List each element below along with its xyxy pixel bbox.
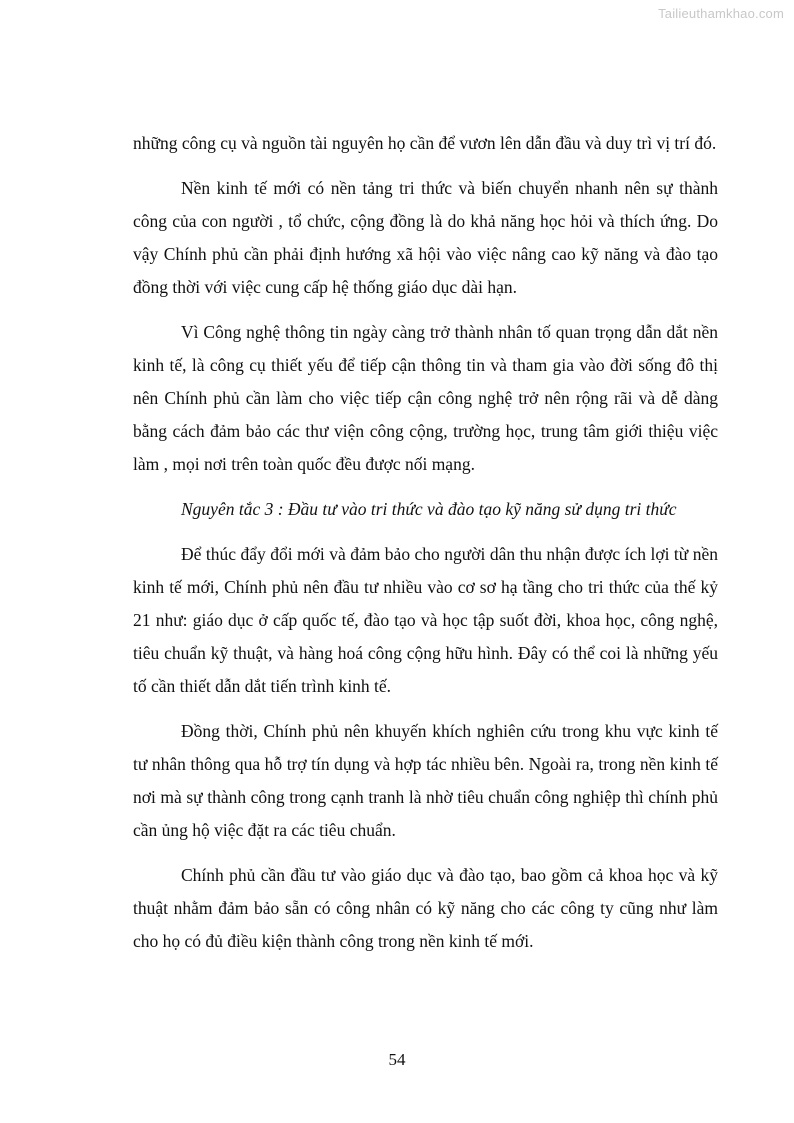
paragraph-knowledge-economy: Nền kinh tế mới có nền tảng tri thức và biến chuyển nhanh nên sự thành công của con người , tổ chức, cộng đồng là do khả năng học hỏi và thích ứng. Do vậy Chính phủ cần phải định hướng xã hội vào việc nâng cao kỹ năng và đào tạo đồng thời với việc cung cấp hệ thống giáo dục dài hạn.: [133, 178, 718, 297]
watermark: Tailieuthamkhao.com: [658, 6, 784, 21]
principle-3-heading: Nguyên tắc 3 : Đầu tư vào tri thức và đào tạo kỹ năng sử dụng tri thức: [181, 499, 677, 519]
paragraph-innovation-investment: Để thúc đẩy đổi mới và đảm bảo cho người dân thu nhận được ích lợi từ nền kinh tế mới, Chính phủ nên đầu tư nhiều vào cơ sơ hạ tầng cho tri thức của thế kỷ 21 như: giáo dục ở cấp quốc tế, đào tạo và học tập suốt đời, khoa học, công nghệ, tiêu chuẩn kỹ thuật, và hàng hoá công cộng hữu hình. Đây có thể coi là những yếu tố cần thiết dẫn dắt tiến trình kinh tế.: [133, 544, 718, 696]
paragraph-education-training: Chính phủ cần đầu tư vào giáo dục và đào tạo, bao gồm cả khoa học và kỹ thuật nhằm đảm bảo sẵn có công nhân có kỹ năng cho các công ty cũng như làm cho họ có đủ điều kiện thành công trong nền kinh tế mới.: [133, 865, 718, 951]
paragraph-private-research: Đồng thời, Chính phủ nên khuyến khích nghiên cứu trong khu vực kinh tế tư nhân thông qua hỗ trợ tín dụng và hợp tác nhiều bên. Ngoài ra, trong nền kinh tế nơi mà sự thành công trong cạnh tranh là nhờ tiêu chuẩn công nghiệp thì chính phủ cần ủng hộ việc đặt ra các tiêu chuẩn.: [133, 721, 718, 840]
paragraph-continuation: những công cụ và nguồn tài nguyên họ cần để vươn lên dẫn đầu và duy trì vị trí đó.: [133, 133, 717, 153]
paragraph-information-technology: Vì Công nghệ thông tin ngày càng trở thành nhân tố quan trọng dẫn dắt nền kinh tế, là công cụ thiết yếu để tiếp cận thông tin và tham gia vào đời sống đô thị nên Chính phủ cần làm cho việc tiếp cận công nghệ trở nên rộng rãi và dễ dàng bằng cách đảm bảo các thư viện công cộng, trường học, trung tâm giới thiệu việc làm , mọi nơi trên toàn quốc đều được nối mạng.: [133, 322, 718, 474]
page-number: 54: [388, 1050, 406, 1069]
page-body: [133, 127, 718, 970]
